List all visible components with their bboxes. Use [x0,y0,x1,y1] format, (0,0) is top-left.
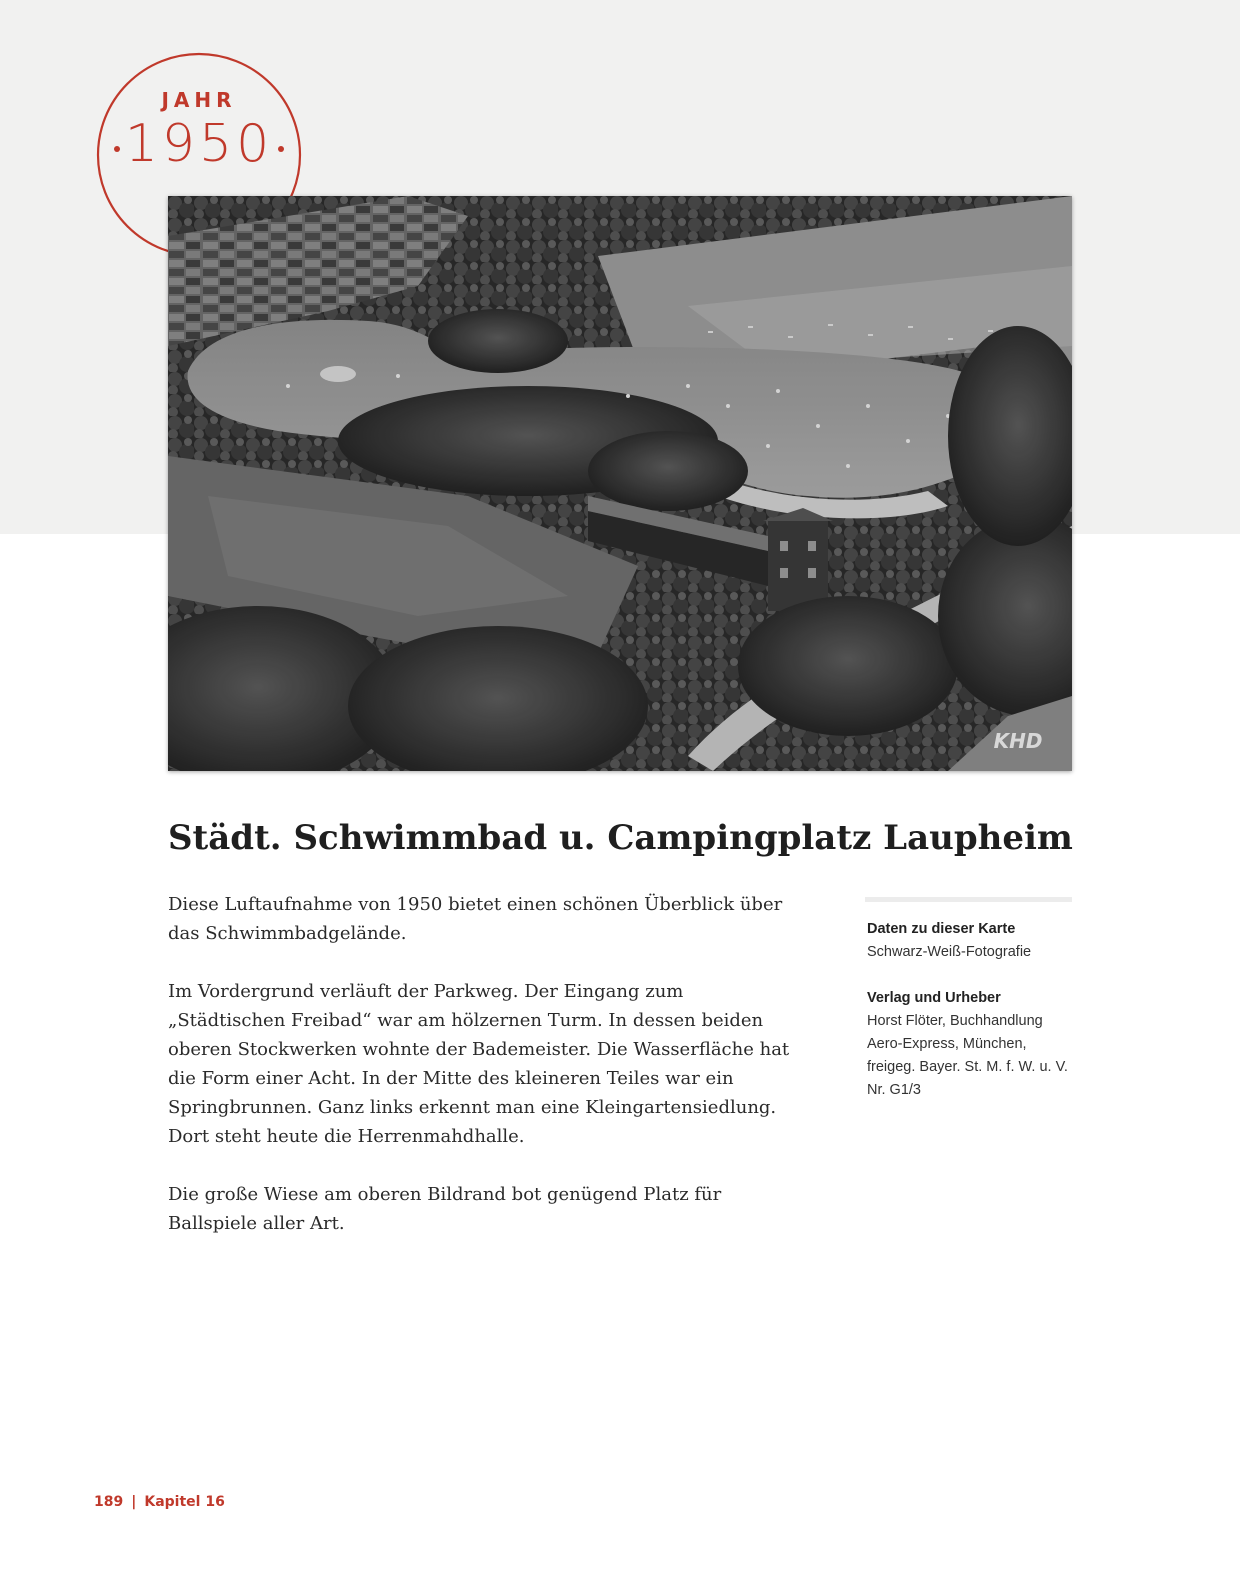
stamp-year: 1950 [124,114,274,174]
map-data-heading: Daten zu dieser Karte [867,921,1016,937]
aerial-photo-image [168,196,1072,771]
map-data-block [867,918,1072,964]
page-title: Städt. Schwimmbad u. Campingplatz Laupheim [168,818,1073,858]
watermark-label: KHD [993,729,1043,753]
paragraph-2: Im Vordergrund verläuft der Parkweg. Der Eingang zum „Städtischen Freibad“ war am hölzernen Turm. In dessen beiden oberen Stockwerken wohnte der Bademeister. Die Wasserfläche hat die Form einer Acht. In der Mitte des kleineren Teiles war ein Springbrunnen. Ganz links erkennt man eine Kleingartensiedlung. Dort steht heute die Herrenmahdhalle. [168,981,790,1147]
map-data-value: Schwarz-Weiß-Fotografie [867,944,1032,960]
aerial-photo [168,196,1072,771]
paragraph-1: Diese Luftaufnahme von 1950 bietet einen schönen Überblick über das Schwimmbadgelände. [168,894,783,944]
publisher-value: Horst Flöter, Buchhandlung Aero-Express, München, freigeg. Bayer. St. M. f. W. u. V. Nr. G1/3 [867,1013,1068,1098]
article-body [168,890,798,1267]
stamp-word: JAHR [161,88,237,112]
publisher-block [867,987,1072,1102]
publisher-heading: Verlag und Urheber [867,990,1001,1006]
page-footer [94,1494,225,1510]
page-number: 189 [94,1494,124,1510]
paragraph-3: Die große Wiese am oberen Bildrand bot genügend Platz für Ballspiele aller Art. [168,1184,722,1234]
stamp-dot-right [278,146,284,152]
footer-separator: | [131,1494,137,1510]
sidebar-info [865,897,1072,1125]
chapter-label: Kapitel 16 [144,1494,225,1510]
